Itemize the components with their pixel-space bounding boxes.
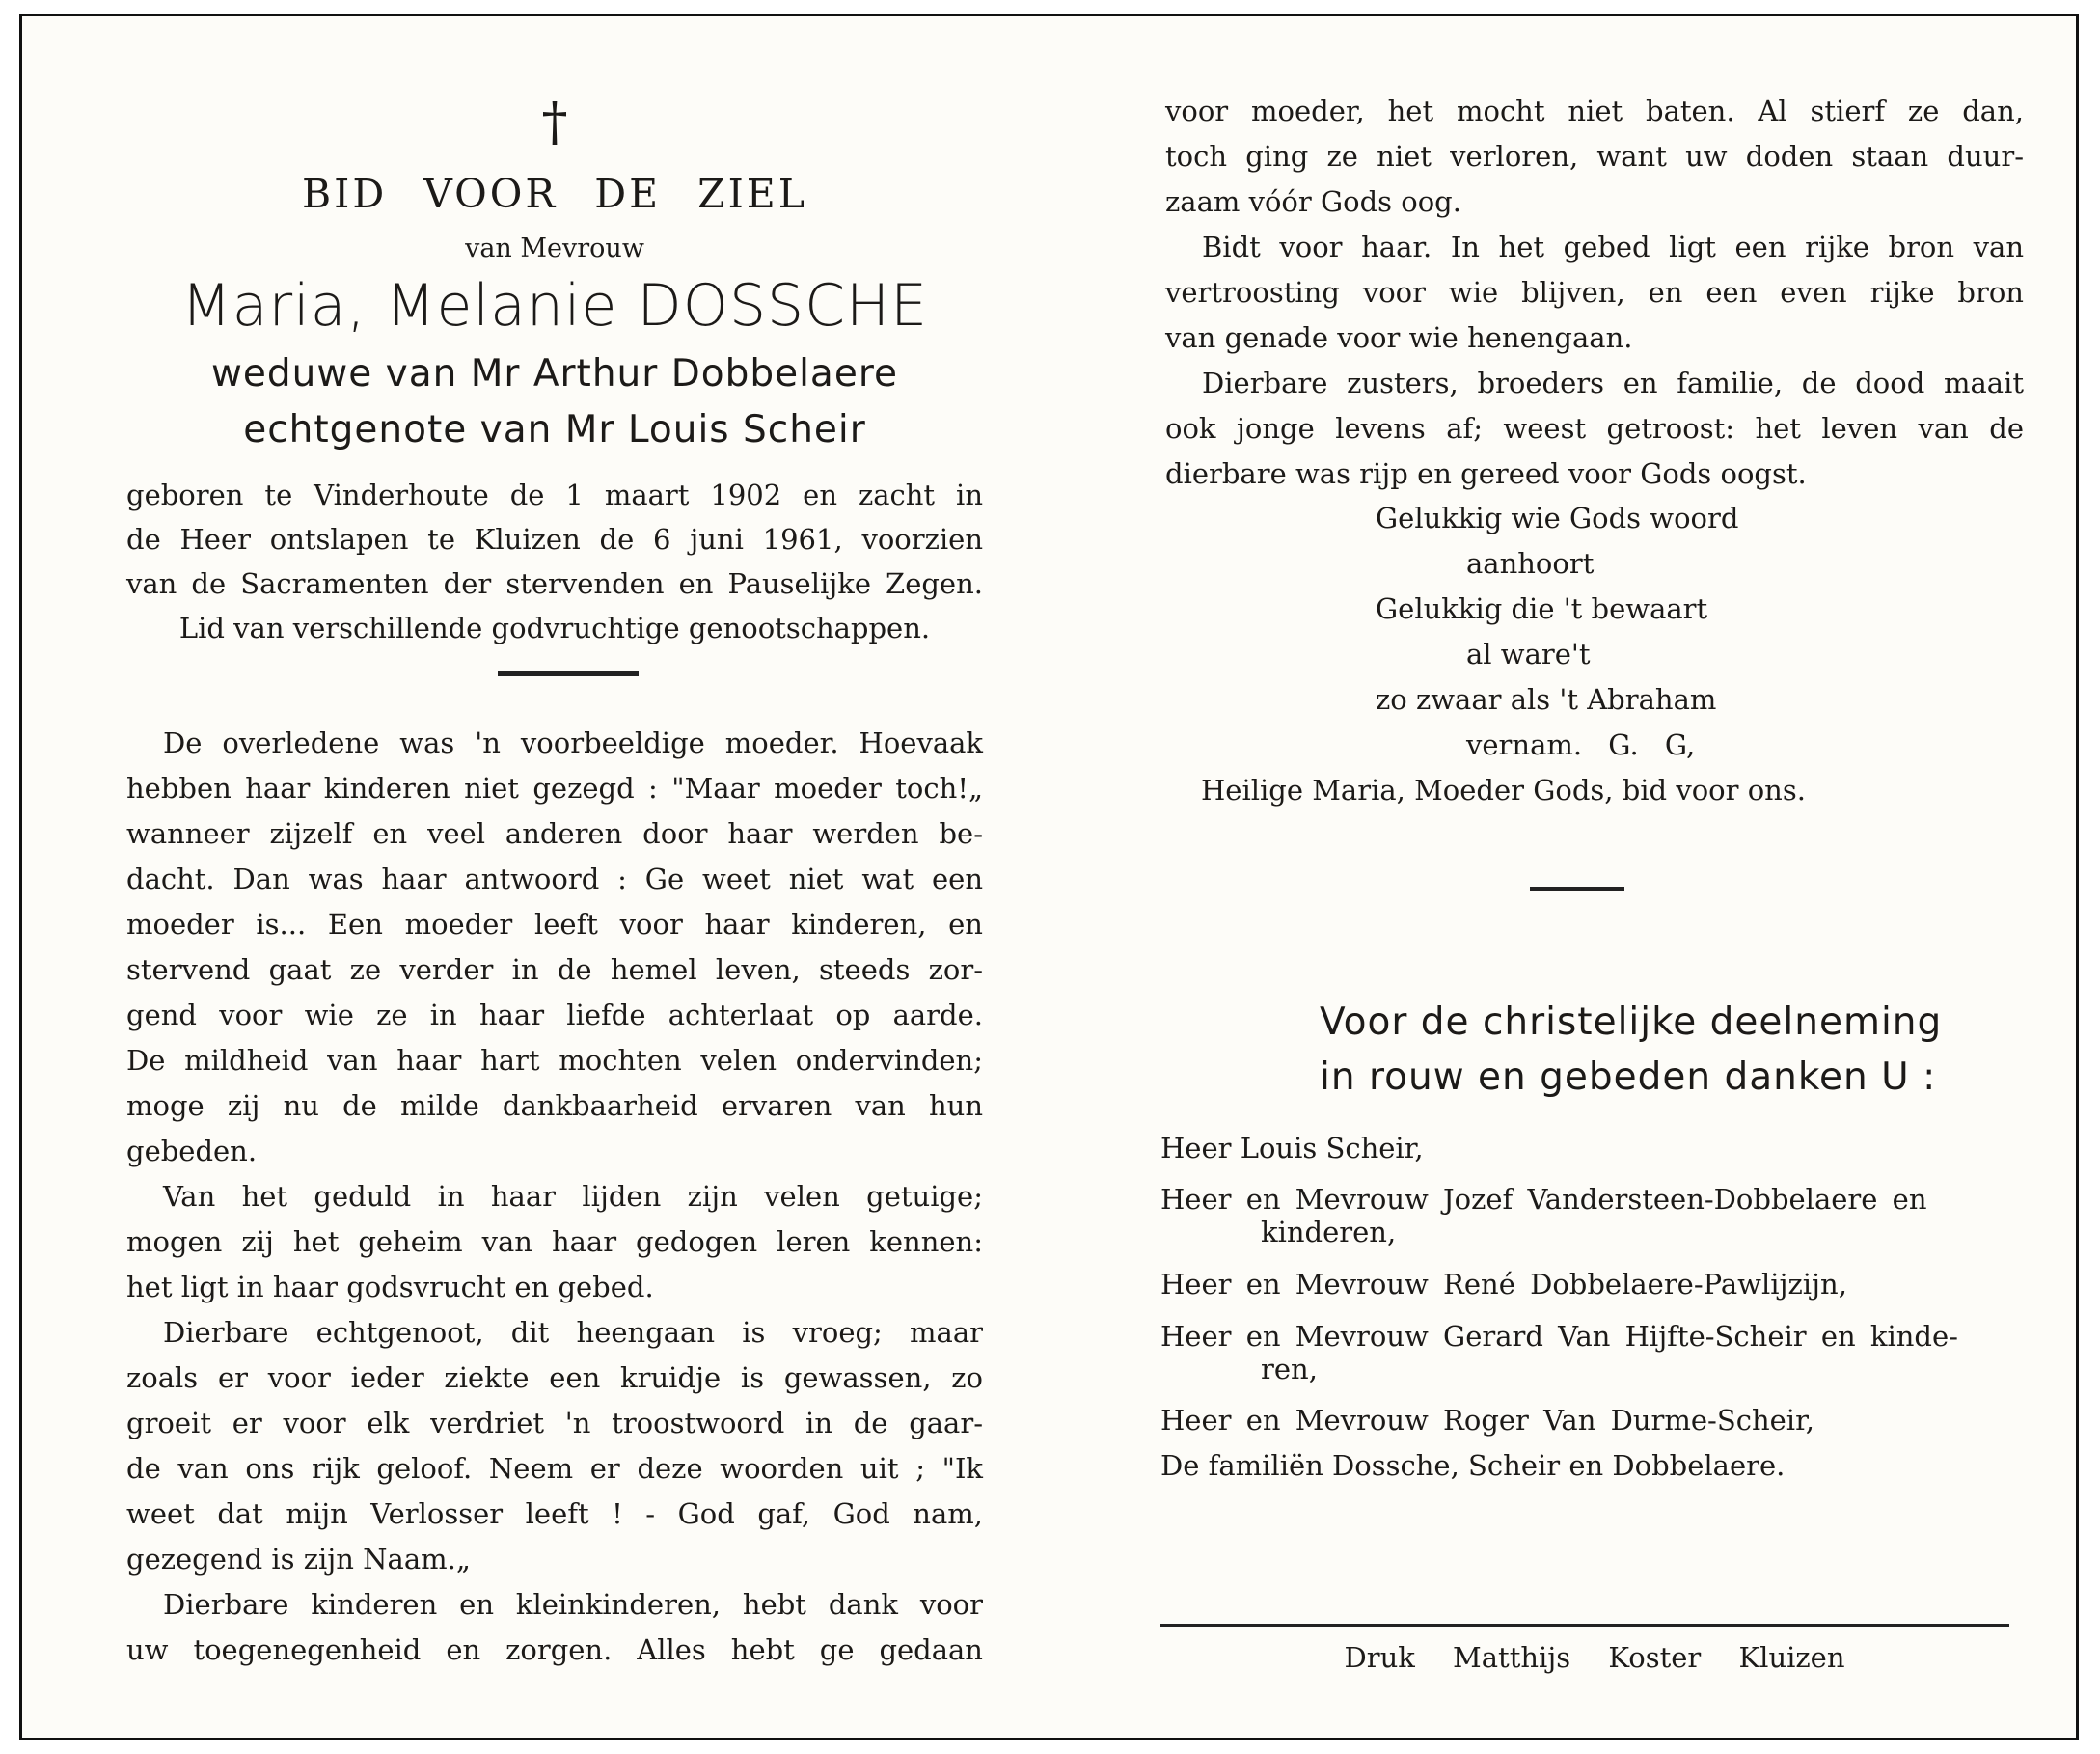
body-line: gezegend is zijn Naam.„ bbox=[126, 1543, 471, 1576]
body-line: Van het geduld in haar lijden zijn velen getuige; bbox=[163, 1180, 983, 1213]
body-line: het ligt in haar godsvrucht en gebed. bbox=[126, 1271, 654, 1303]
bio-line: Lid van verschillende godvruchtige genootschappen. bbox=[178, 612, 931, 644]
bio-line: de Heer ontslapen te Kluizen de 6 juni 1961, voorzien bbox=[126, 523, 983, 556]
prayer-line: Heilige Maria, Moeder Gods, bid voor ons. bbox=[1201, 774, 1806, 807]
body-line: uw toegenegenheid en zorgen. Alles hebt ge gedaan bbox=[126, 1633, 983, 1666]
body-line: zaam vóór Gods oog. bbox=[1165, 185, 1461, 218]
body-line: dacht. Dan was haar antwoord : Ge weet niet wat een bbox=[126, 863, 983, 895]
bio-line: van de Sacramenten der stervenden en Pauselijke Zegen. bbox=[126, 567, 983, 600]
body-line: Dierbare zusters, broeders en familie, de dood maait bbox=[1202, 367, 2024, 399]
bio-line: geboren te Vinderhoute de 1 maart 1902 en zacht in bbox=[126, 479, 983, 511]
printer-credit: Druk Matthijs Koster Kluizen bbox=[1344, 1641, 1845, 1674]
poem-line: zo zwaar als 't Abraham bbox=[1376, 683, 1717, 716]
spouse-line: echtgenote van Mr Louis Scheir bbox=[243, 408, 866, 452]
family-line: Heer en Mevrouw Gerard Van Hijfte-Scheir en kinde- bbox=[1160, 1320, 1958, 1353]
thanks-heading: in rouw en gebeden danken U : bbox=[1320, 1055, 1937, 1099]
body-line: moge zij nu de milde dankbaarheid ervaren van hun bbox=[126, 1089, 983, 1122]
body-line: gebeden. bbox=[126, 1135, 258, 1167]
body-line: weet dat mijn Verlosser leeft ! - God gaf, God nam, bbox=[126, 1497, 983, 1530]
body-line: Bidt voor haar. In het gebed ligt een rijke bron van bbox=[1202, 231, 2024, 263]
poem-line: Gelukkig wie Gods woord bbox=[1376, 502, 1739, 534]
family-line: Heer en Mevrouw René Dobbelaere-Pawlijzijn, bbox=[1160, 1268, 1847, 1301]
van-mevrouw: van Mevrouw bbox=[465, 233, 644, 263]
poem-line: vernam. G. G, bbox=[1466, 728, 1696, 761]
body-line: mogen zij het geheim van haar gedogen leren kennen: bbox=[126, 1225, 983, 1258]
family-line: De familiën Dossche, Scheir en Dobbelaere. bbox=[1160, 1449, 1786, 1482]
body-line: groeit er voor elk verdriet 'n troostwoord in de gaar- bbox=[126, 1407, 983, 1439]
body-line: vertroosting voor wie blijven, en een even rijke bron bbox=[1165, 276, 2024, 309]
body-line: van genade voor wie henengaan. bbox=[1165, 321, 1633, 354]
body-line: stervend gaat ze verder in de hemel leven, steeds zor- bbox=[126, 953, 983, 986]
body-line: voor moeder, het mocht niet baten. Al stierf ze dan, bbox=[1165, 95, 2024, 127]
body-line: De mildheid van haar hart mochten velen ondervinden; bbox=[126, 1044, 983, 1077]
poem-line: Gelukkig die 't bewaart bbox=[1376, 592, 1708, 625]
family-line: Heer en Mevrouw Roger Van Durme-Scheir, bbox=[1160, 1404, 1814, 1437]
poem-line: al ware't bbox=[1466, 638, 1591, 671]
body-line: hebben haar kinderen niet gezegd : "Maar moeder toch!„ bbox=[126, 772, 983, 805]
body-line: de van ons rijk geloof. Neem er deze woorden uit ; "Ik bbox=[126, 1452, 983, 1485]
family-line: Heer Louis Scheir, bbox=[1160, 1132, 1424, 1165]
family-line: kinderen, bbox=[1261, 1216, 1397, 1248]
body-line: moeder is... Een moeder leeft voor haar kinderen, en bbox=[126, 908, 983, 941]
footer-rule bbox=[1160, 1624, 2009, 1627]
body-line: gend voor wie ze in haar liefde achterlaat op aarde. bbox=[126, 999, 983, 1031]
deceased-name: Maria, Melanie DOSSCHE bbox=[180, 272, 929, 340]
prayer-heading: BID VOOR DE ZIEL bbox=[302, 171, 807, 217]
body-line: toch ging ze niet verloren, want uw doden staan duur- bbox=[1165, 140, 2024, 173]
body-line: Dierbare kinderen en kleinkinderen, hebt dank voor bbox=[163, 1588, 983, 1621]
body-line: dierbare was rijp en gereed voor Gods oogst. bbox=[1165, 457, 1807, 490]
section-divider bbox=[1530, 887, 1624, 891]
family-line: ren, bbox=[1261, 1353, 1318, 1385]
memorial-card bbox=[19, 14, 2079, 1740]
widow-line: weduwe van Mr Arthur Dobbelaere bbox=[211, 352, 898, 396]
body-line: ook jonge levens af; weest getroost: het leven van de bbox=[1165, 412, 2024, 445]
body-line: zoals er voor ieder ziekte een kruidje is gewassen, zo bbox=[126, 1361, 983, 1394]
body-line: wanneer zijzelf en veel anderen door haar werden be- bbox=[126, 817, 983, 850]
body-line: De overledene was 'n voorbeeldige moeder. Hoevaak bbox=[163, 726, 983, 759]
poem-line: aanhoort bbox=[1466, 547, 1595, 580]
section-divider bbox=[498, 671, 639, 676]
cross-symbol: † bbox=[541, 92, 568, 152]
thanks-heading: Voor de christelijke deelneming bbox=[1320, 1000, 1943, 1044]
body-line: Dierbare echtgenoot, dit heengaan is vroeg; maar bbox=[163, 1316, 983, 1349]
family-line: Heer en Mevrouw Jozef Vandersteen-Dobbelaere en bbox=[1160, 1183, 1927, 1216]
